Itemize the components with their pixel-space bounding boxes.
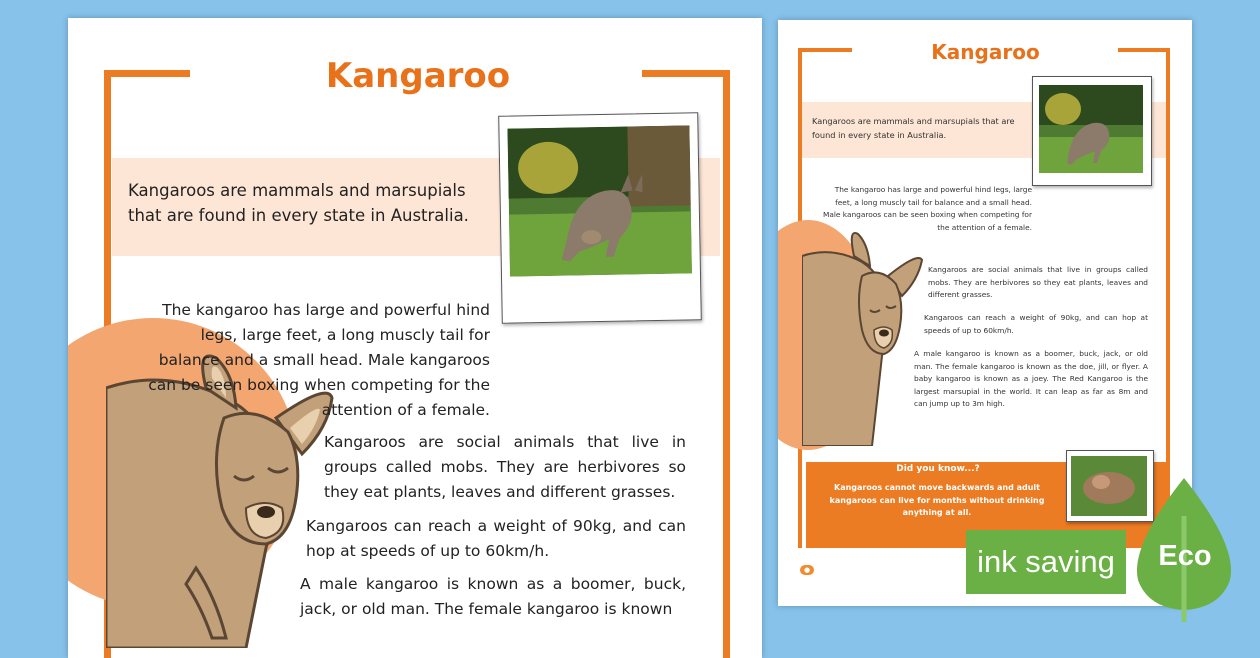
paragraph-1: The kangaroo has large and powerful hind legs, large feet, a long muscly tail for balance and a small head. Male kangaroos can be seen boxing when competing for the attention of a female.: [148, 301, 490, 419]
kangaroo-photo: [1032, 76, 1152, 186]
paragraph-2: Kangaroos are social animals that live in groups called mobs. They are herbivores so they eat plants, leaves and different grasses.: [928, 265, 1148, 299]
did-you-know-text: Kangaroos cannot move backwards and adult kangaroos can live for months without drinking anything at all.: [829, 483, 1045, 517]
frame-bar-right: [1166, 48, 1170, 548]
did-you-know-title: Did you know...?: [896, 464, 980, 474]
frame-bar-top-left: [104, 70, 190, 77]
page-title: Kangaroo: [931, 40, 1040, 64]
paragraph-4: A male kangaroo is known as a boomer, buck, jack, or old man. The female kangaroo is known: [300, 575, 686, 618]
intro-text: Kangaroos are mammals and marsupials that are found in every state in Australia.: [128, 181, 469, 225]
twinkl-logo: ●: [800, 565, 814, 575]
ink-saving-label: ink saving: [966, 530, 1126, 594]
paragraph-3: Kangaroos can reach a weight of 90kg, and can hop at speeds of up to 60km/h.: [924, 313, 1148, 335]
kangaroo-photo: [498, 112, 702, 323]
frame-bar-top-right: [642, 70, 730, 77]
intro-text: Kangaroos are mammals and marsupials that are found in every state in Australia.: [812, 116, 1015, 140]
paragraph-4: A male kangaroo is known as a boomer, buck, jack, or old man. The female kangaroo is known as the doe, jill, or flyer. A baby kangaroo is known as a joey. The Red Kangaroo is the largest marsupial in the world. It can leap as far as 8m and can jump up to 3m high.: [914, 349, 1148, 408]
paragraph-3: Kangaroos can reach a weight of 90kg, and can hop at speeds of up to 60km/h.: [306, 517, 686, 560]
frame-bar-right: [723, 70, 730, 658]
page-title: Kangaroo: [325, 56, 511, 96]
eco-label: Eco: [1158, 540, 1212, 572]
worksheet-page-large: [68, 18, 762, 658]
kangaroo-illustration: [802, 226, 932, 446]
paragraph-2: Kangaroos are social animals that live in groups called mobs. They are herbivores so they eat plants, leaves and different grasses.: [324, 433, 686, 501]
paragraph-1: The kangaroo has large and powerful hind legs, large feet, a long muscly tail for balance and a small head. Male kangaroos can be seen boxing when competing for the attention of a female.: [822, 185, 1032, 232]
frame-bar-top-right: [1118, 48, 1170, 52]
frame-bar-top-left: [798, 48, 852, 52]
